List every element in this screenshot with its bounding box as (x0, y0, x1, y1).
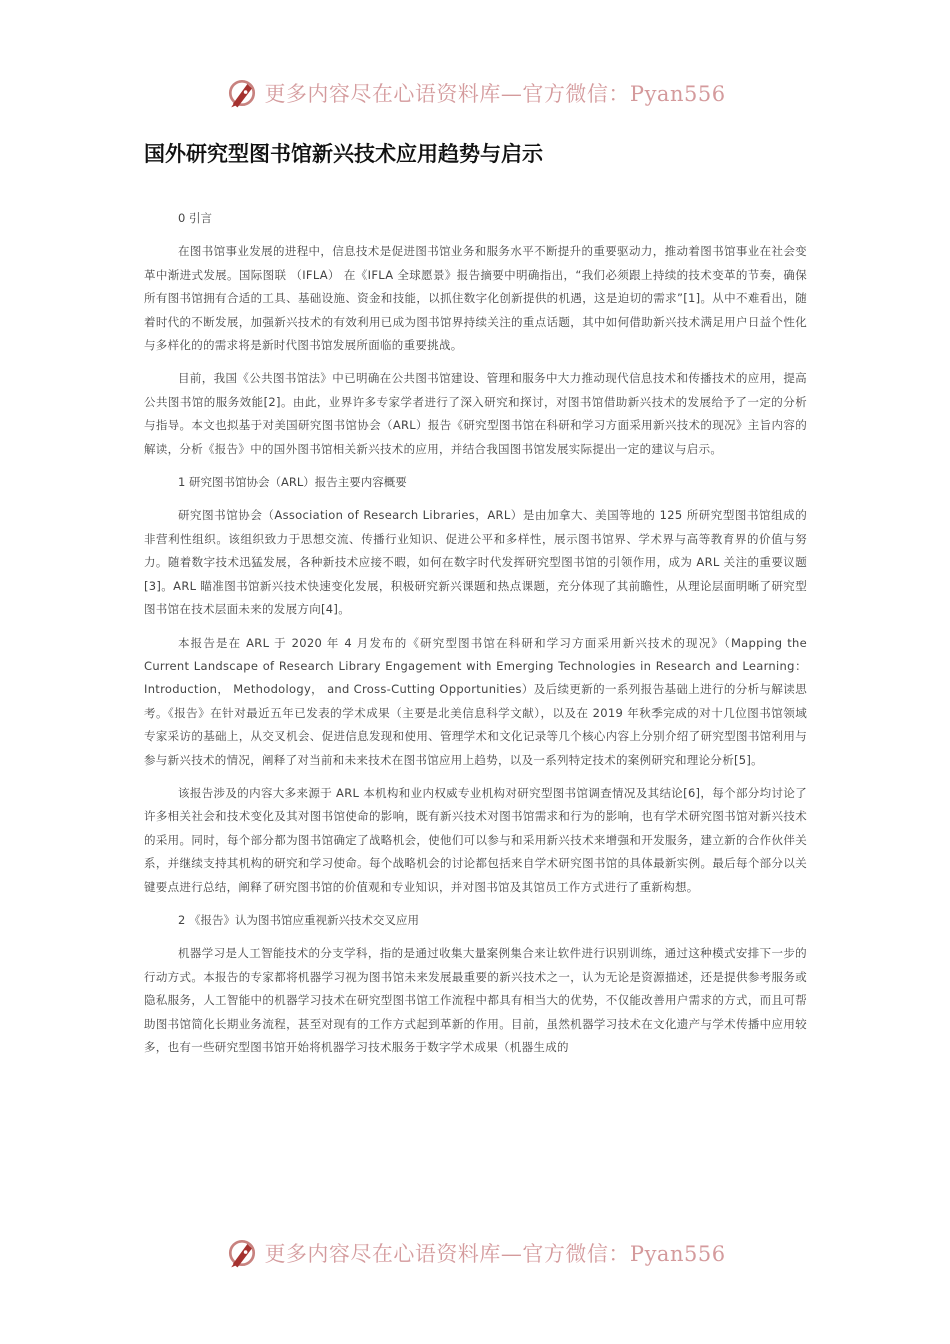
paragraph: 机器学习是人工智能技术的分支学科，指的是通过收集大量案例集合来让软件进行识别训练，通过这种模式安排下一步的行动方式。本报告的专家都将机器学习视为图书馆未来发展最重要的新兴技术之一，认为无论是资源描述，还是提供参考服务或隐私服务，人工智能中的机器学习技术在研究型图书馆工作流程中都具有相当大的优势，不仅能改善用户需求的方式，而且可帮助图书馆简化长期业务流程，甚至对现有的工作方式起到革新的作用。目前，虽然机器学习技术在文化遗产与学术传播中应用较多，也有一些研究型图书馆开始将机器学习技术服务于数字学术成果（机器生成的 (144, 946, 807, 1054)
paragraph: 在图书馆事业发展的进程中，信息技术是促进图书馆业务和服务水平不断提升的重要驱动力，推动着图书馆事业在社会变革中渐进式发展。国际图联 （IFLA） 在《IFLA 全球愿景》报告摘要中明确指出，“我们必须跟上持续的技术变革的节奏，确保所有图书馆拥有合适的工具、基础设施、资金和技能，以抓住数字化创新提供的机遇，这是迫切的需求”[1]。从中不难看出，随着时代的不断发展，加强新兴技术的有效利用已成为图书馆界持续关注的重点话题，其中如何借助新兴技术满足用户日益个性化与多样化的的需求将是新时代图书馆发展所面临的重要挑战。 (144, 244, 807, 353)
watermark-text: 更多内容尽在心语资料库—官方微信：Pyan556 (264, 82, 726, 106)
document-title: 国外研究型图书馆新兴技术应用趋势与启示 (144, 142, 543, 166)
document-body (144, 207, 807, 1069)
section-heading: 0 引言 (178, 211, 212, 225)
header-watermark-banner (0, 73, 950, 113)
paragraph: 该报告涉及的内容大多来源于 ARL 本机构和业内权威专业机构对研究型图书馆调查情况及其结论[6]，每个部分均讨论了许多相关社会和技术变化及其对图书馆使命的影响，既有新兴技术对图书馆需求和行为的影响，也有学术研究图书馆对新兴技术的采用。同时，每个部分都为图书馆确定了战略机会，使他们可以参与和采用新兴技术来增强和开发服务，建立新的合作伙伴关系，并继续支持其机构的研究和学习使命。每个战略机会的讨论都包括来自学术研究图书馆的具体最新实例。最后每个部分以关键要点进行总结，阐释了研究图书馆的价值观和专业知识，并对图书馆及其馆员工作方式进行了重新构想。 (144, 785, 807, 894)
fountain-pen-logo-icon (224, 75, 260, 111)
paragraph: 研究图书馆协会（Association of Research Libraries，ARL）是由加拿大、美国等地的 125 所研究型图书馆组成的非营利性组织。该组织致力于思想交流、传播行业知识、促进公平和多样性，展示图书馆界、学术界与高等教育界的价值与努力。随着数字技术迅猛发展，各种新技术应接不暇，如何在数字时代发挥研究型图书馆的引领作用，成为 ARL 关注的重要议题[3]。ARL 瞄准图书馆新兴技术快速变化发展，积极研究新兴课题和热点课题，充分体现了其前瞻性，从理论层面明晰了研究型图书馆在技术层面未来的发展方向[4]。 (144, 508, 807, 617)
section-heading: 1 研究图书馆协会（ARL）报告主要内容概要 (178, 475, 407, 490)
paragraph: 本报告是在 ARL 于 2020 年 4 月发布的《研究型图书馆在科研和学习方面采用新兴技术的现况》（Mapping the Current Landscape of Research Library Engagement with Emerging Technologies in Research and Learning：Introduction， Methodology， and Cross-Cutting Opportunities）及后续更新的一系列报告基础上进行的分析与解读思考。《报告》在针对最近五年已发表的学术成果（主要是北美信息科学文献），以及在 2019 年秋季完成的对十几位图书馆领域专家采访的基础上，从交叉机会、促进信息发现和使用、管理学术和文化记录等几个核心内容上分别介绍了研究型图书馆利用与参与新兴技术的情况，阐释了对当前和未来技术在图书馆应用上趋势，以及一系列特定技术的案例研究和理论分析[5]。 (144, 635, 807, 767)
footer-watermark-banner (0, 1233, 950, 1273)
watermark-text: 更多内容尽在心语资料库—官方微信：Pyan556 (264, 1242, 726, 1266)
section-heading: 2 《报告》认为图书馆应重视新兴技术交叉应用 (178, 912, 419, 927)
fountain-pen-logo-icon (224, 1235, 260, 1271)
paragraph: 目前，我国《公共图书馆法》中已明确在公共图书馆建设、管理和服务中大力推动现代信息技术和传播技术的应用，提高公共图书馆的服务效能[2]。由此，业界许多专家学者进行了深入研究和探讨，对图书馆借助新兴技术的发展给予了一定的分析与指导。本文也拟基于对美国研究图书馆协会（ARL）报告《研究型图书馆在科研和学习方面采用新兴技术的现况》主旨内容的解读，分析《报告》中的国外图书馆相关新兴技术的应用，并结合我国图书馆发展实际提出一定的建议与启示。 (144, 371, 807, 456)
